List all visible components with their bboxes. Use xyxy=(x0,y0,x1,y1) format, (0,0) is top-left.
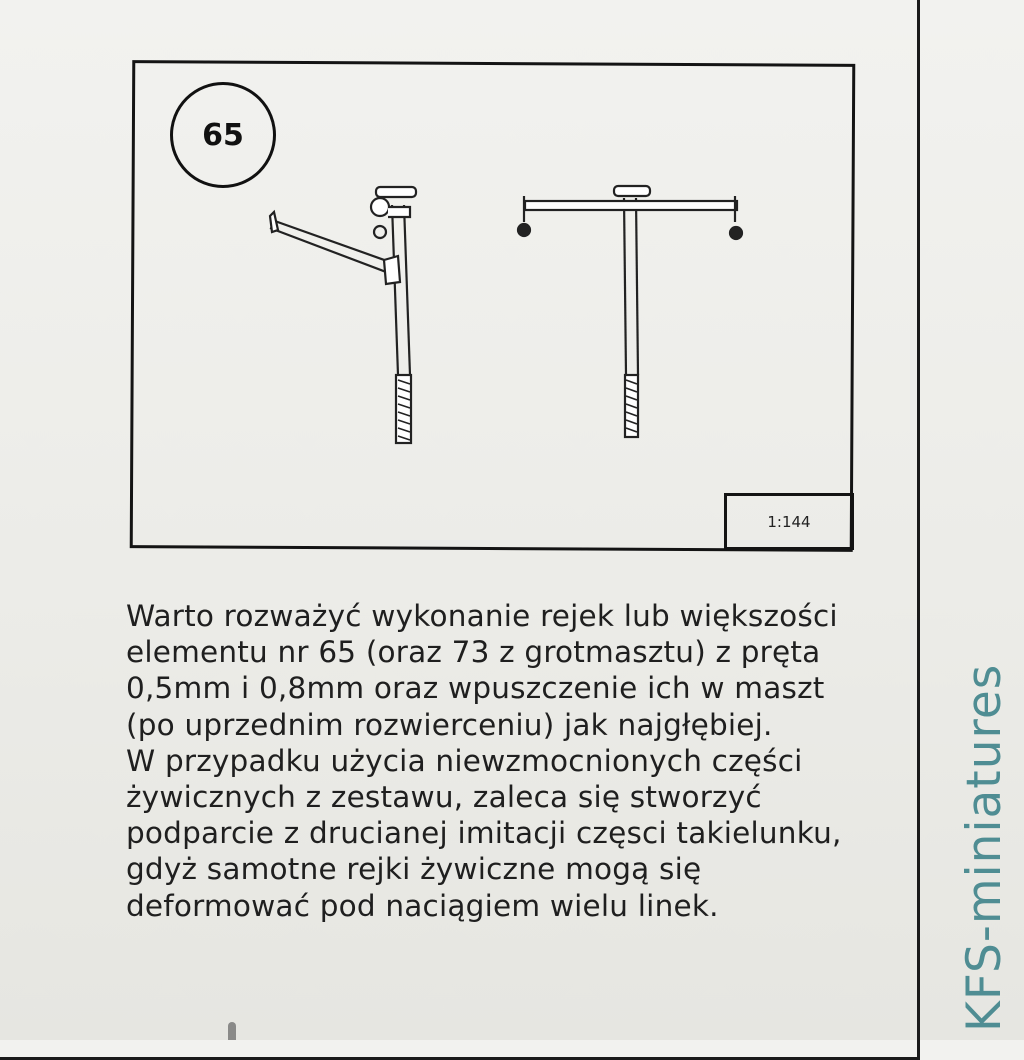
step-number: 65 xyxy=(202,117,244,153)
text-line: W przypadku użycia niewzmocnionych części xyxy=(126,743,803,778)
text-line: (po uprzednim rozwierceniu) jak najgłębiej. xyxy=(126,707,773,742)
mast-front-pole-right-edge xyxy=(636,198,638,375)
boom-jaw xyxy=(384,256,400,284)
watermark: KFS-miniatures xyxy=(957,663,1012,1032)
mast-side-tenon xyxy=(396,375,411,443)
mast-side-view xyxy=(270,187,416,443)
yard-right-block-icon xyxy=(730,227,742,239)
boom-end xyxy=(270,212,278,232)
text-line: deformować pod naciągiem wielu linek. xyxy=(126,888,719,923)
page-mark xyxy=(228,1022,236,1040)
mast-front-pole-left-edge xyxy=(624,198,626,375)
boom-lower-edge xyxy=(270,228,386,272)
mast-front-cap xyxy=(614,186,650,196)
mast-side-crosstree xyxy=(388,207,410,217)
text-line: elementu nr 65 (oraz 73 z grotmasztu) z pręta xyxy=(126,635,821,670)
mast-side-pole-left-edge xyxy=(392,205,398,375)
mast-side-ring xyxy=(374,226,386,238)
mast-side-cap xyxy=(376,187,416,197)
instruction-text xyxy=(126,598,926,924)
boom-upper-edge xyxy=(272,220,390,262)
yard xyxy=(525,201,737,210)
text-line: 0,5mm i 0,8mm oraz wpuszczenie ich w maszt xyxy=(126,671,825,706)
text-line: gdyż samotne rejki żywiczne mogą się xyxy=(126,852,702,887)
scale-label: 1:144 xyxy=(767,512,811,531)
text-line: podparcie z drucianej imitacji częsci takielunku, xyxy=(126,816,842,851)
mast-side-pole-right-edge xyxy=(404,205,410,375)
text-line: żywicznych z zestawu, zaleca się stworzyć xyxy=(126,780,762,815)
text-line: Warto rozważyć wykonanie rejek lub większości xyxy=(126,599,838,633)
mast-side-block xyxy=(371,198,389,216)
yard-left-block-icon xyxy=(518,224,530,236)
mast-front-view xyxy=(518,186,742,437)
scale-box xyxy=(724,493,854,550)
